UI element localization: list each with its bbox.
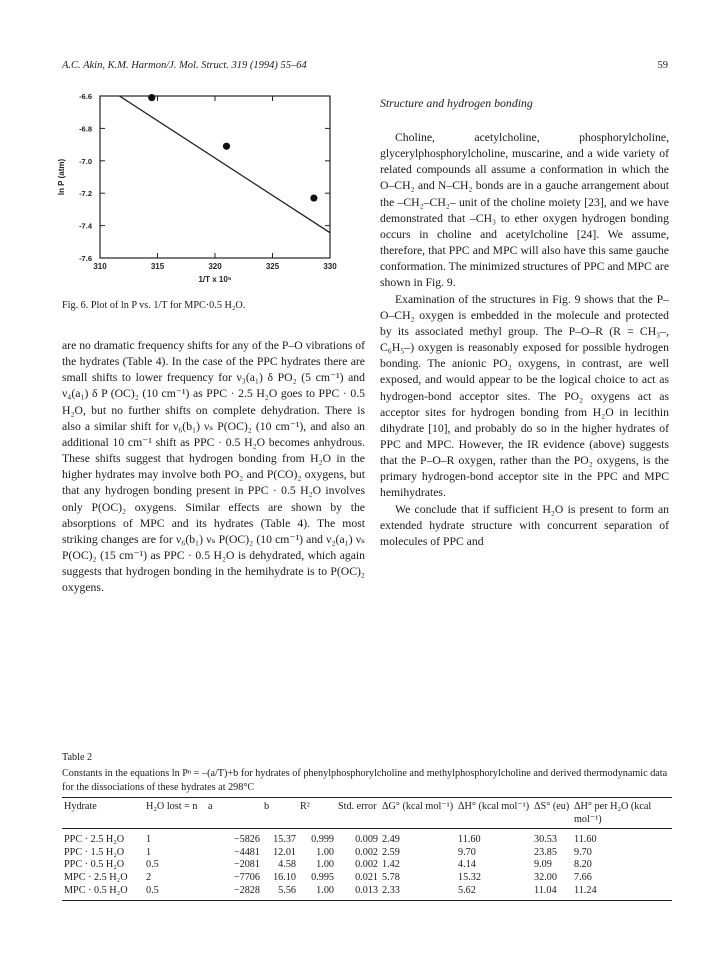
x-tick-label: 310 (93, 262, 107, 271)
table-row (62, 847, 672, 860)
table-cell: 4.14 (458, 859, 476, 871)
body-paragraph: Choline, acetylcholine, phosphorylcholine, glycerylphosphorylcholine, muscarine, and a wide variety of related compounds all assume a conformation in which the O–CH₂ and N–CH₂ bonds are in a gauche arrangement about the –CH₂–CH₂– unit of the choline moiety [23], and we have demonstrated that –CH₃ to ether oxygen hydrogen bonding occurs in choline and acetylcholine [24]. We assume, therefore, that PPC and MPC will also have this same gauche conformation. The minimized structures of PPC and MPC are shown in Fig. 9. (380, 131, 670, 290)
table-cell: 1 (146, 834, 152, 846)
table-cell: 2.49 (382, 834, 400, 846)
table-cell: 0.5 (146, 884, 159, 896)
table-cell: 32.00 (534, 871, 557, 883)
x-tick-label: 320 (208, 262, 222, 271)
table-cell: −2081 (233, 859, 260, 871)
column-header: ΔH° per H₂O (kcal mol⁻¹) (574, 801, 652, 825)
table-cell: MPC · 0.5 H₂O (64, 884, 128, 896)
table-cell: 0.013 (355, 884, 378, 896)
table-cell: −5826 (233, 834, 260, 846)
y-tick-label: -7.2 (79, 189, 92, 199)
table-cell: PPC · 1.5 H₂O (64, 846, 125, 858)
table-cell: 30.53 (534, 834, 557, 846)
plot-frame (100, 96, 330, 258)
table-cell: 15.32 (458, 871, 481, 883)
column-header: b (264, 801, 270, 812)
table-cell: 0.5 (146, 859, 159, 871)
table-cell: −2828 (233, 884, 260, 896)
table-cell: 2 (146, 871, 152, 883)
data-point (148, 94, 155, 101)
column-header: a (208, 801, 213, 812)
x-tick-label: 325 (265, 262, 280, 271)
table-cell: 0.021 (355, 871, 378, 883)
table-cell: 23.85 (534, 846, 557, 858)
table-cell: 11.60 (458, 834, 481, 846)
table-cell: 0.002 (355, 846, 378, 858)
figure-6-chart (50, 88, 350, 293)
table-cell: 11.60 (574, 834, 597, 846)
table-cell: 0.999 (311, 834, 334, 846)
table-cell: 11.04 (534, 884, 557, 896)
table-cell: 5.62 (458, 884, 476, 896)
table-row (62, 872, 672, 885)
table-cell: 1 (146, 846, 152, 858)
y-tick-label: -7.0 (79, 156, 92, 166)
running-header: A.C. Akin, K.M. Harmon/J. Mol. Struct. 319 (1994) 55–64 (62, 60, 307, 71)
table-cell: 11.24 (574, 884, 597, 896)
column-header: R² (300, 801, 310, 812)
table-cell: 2.59 (382, 846, 400, 858)
column-header: H₂O lost = n (146, 801, 198, 812)
table-caption: Constants in the equations ln Pⁿ = –(a/T)+b for hydrates of phenylphosphorylcholine and methylphosphorylcholine and derived thermodynamic data for the dissociations of these hydrates at 298°C (62, 768, 668, 793)
data-point (310, 194, 317, 201)
table-cell: PPC · 2.5 H₂O (64, 834, 125, 846)
y-tick-label: -6.8 (79, 124, 92, 134)
column-header: ΔS° (eu) (534, 801, 570, 812)
table-header-row (62, 798, 672, 829)
table-row (62, 859, 672, 872)
table-cell: MPC · 2.5 H₂O (64, 871, 128, 883)
table-cell: 1.42 (382, 859, 400, 871)
y-tick-label: -6.6 (79, 92, 92, 101)
table-cell: 5.56 (278, 884, 296, 896)
table-cell: 0.995 (311, 871, 334, 883)
table-cell: 4.58 (278, 859, 296, 871)
x-tick-label: 315 (150, 262, 165, 271)
y-tick-label: -7.4 (79, 221, 92, 231)
figure-caption: Fig. 6. Plot of ln P vs. 1/T for MPC·0.5 H₂O. (62, 300, 246, 311)
left-column (62, 338, 365, 597)
x-tick-label: 330 (323, 262, 337, 271)
table-cell: 1.00 (316, 884, 334, 896)
table-cell: 5.78 (382, 871, 400, 883)
data-table (62, 797, 672, 901)
table-cell: 12.01 (273, 846, 296, 858)
table-row (62, 829, 672, 847)
table-cell: 9.09 (534, 859, 552, 871)
table-cell: 9.70 (458, 846, 476, 858)
table-cell: 15.37 (273, 834, 296, 846)
table-cell: −4481 (233, 846, 260, 858)
table-title: Table 2 (62, 752, 93, 763)
table-cell: 1.00 (316, 859, 334, 871)
column-header: ΔH° (kcal mol⁻¹) (458, 801, 530, 812)
column-header: ΔG° (kcal mol⁻¹) (382, 801, 454, 812)
body-paragraph: are no dramatic frequency shifts for any of the P–O vibrations of the hydrates (Table 4). In the case of the PPC hydrates there are small shifts to lower frequency for ν₃(a₁) δ PO₂ (5 cm⁻¹) and ν₄(a₁) δ P (OC)₂ (10 cm⁻¹) as PPC · 2.5 H₂O goes to PPC · 0.5 H₂O, but no further shifts on complete dehydration. There is also a similar shift for ν₆(b₁) νₛ P(OC)₂ (10 cm⁻¹), and also an additional 10 cm⁻¹ shift as PPC · 0.5 H₂O becomes anhydrous. These shifts suggest that hydrogen bonding from H₂O in the higher hydrates may involve both PO₂ and P(CO)₂ oxygens, but that any hydrogen bonding present in PPC · 0.5 H₂O involves only P(OC)₂ oxygens. Similar effects are shown by the absorptions of MPC and its hydrates (Table 4). The most striking changes are for ν₆(b₁) νₛ P(OC)₂ (10 cm⁻¹) and ν₂(a₁) νₛ P(OC)₂ (15 cm⁻¹) as PPC · 0.5 H₂O is dehydrated, which again suggests that hydrogen bonding in the hemihydrate is to P(OC)₂ oxygens. (62, 339, 365, 595)
table-cell: PPC · 0.5 H₂O (64, 859, 125, 871)
table-cell: 0.009 (355, 834, 378, 846)
table-row (62, 885, 672, 901)
table-cell: 0.002 (355, 859, 378, 871)
page-number: 59 (657, 60, 668, 71)
fit-line (106, 88, 342, 240)
column-header: Hydrate (64, 801, 97, 812)
table-cell: 16.10 (273, 871, 296, 883)
body-paragraph: Examination of the structures in Fig. 9 shows that the P–O–CH₂ oxygen is embedded in the molecule and protected by its associated methyl group. The P–O–R (R = CH₃–, C₆H₅–) oxygen is reasonably exposed for possible hydrogen bonding. The anionic PO₂ oxygens, in contrast, are well exposed, and would appear to be the logical choice to act as hydrogen-bond acceptor sites. The PO₂ oxygens act as acceptor sites for hydrogen bonding from H₂O in lecithin dihydrate [10], and probably do so in the higher hydrates of PPC and MPC. However, the IR evidence (above) suggests that the P–O–R oxygen, rather than the PO₂ oxygens, is the primary hydrogen-bond acceptor site in the PPC and MPC hemihydrates. (380, 292, 669, 500)
table-cell: 8.20 (574, 859, 592, 871)
y-tick-label: -7.6 (79, 254, 92, 263)
body-paragraph: We conclude that if sufficient H₂O is present to form an extended hydrate structure with concurrent separation of molecules of PPC and (380, 502, 669, 548)
table-cell: 9.70 (574, 846, 592, 858)
x-axis-label: 1/T x 10⁵ (198, 275, 232, 284)
table-cell: 2.33 (382, 884, 400, 896)
table-cell: 1.00 (316, 846, 334, 858)
table-cell: 7.66 (574, 871, 592, 883)
y-axis-label: ln P (atm) (57, 158, 66, 196)
section-heading: Structure and hydrogen bonding (380, 96, 533, 110)
column-header: Std. error (338, 801, 377, 812)
table-cell: −7706 (233, 871, 260, 883)
right-column (380, 130, 669, 550)
data-point (223, 143, 230, 150)
